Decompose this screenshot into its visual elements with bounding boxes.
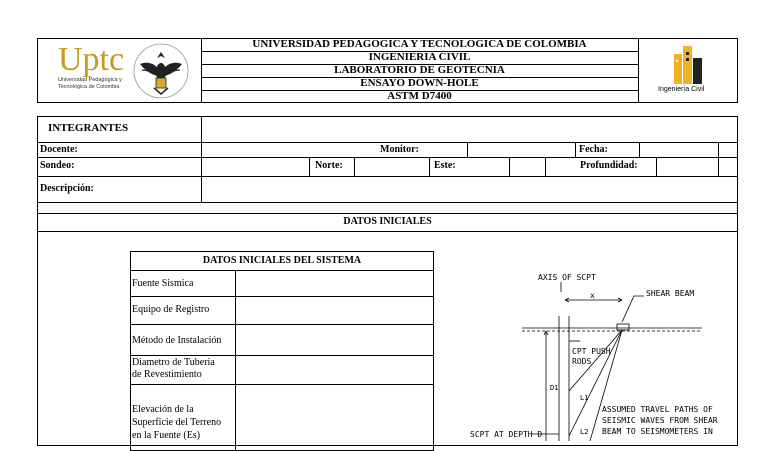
system-table-rule-title — [130, 270, 434, 271]
form-col-prof — [545, 157, 546, 176]
header-program: INGENIERIA CIVIL — [368, 51, 471, 63]
form-col-end — [718, 142, 719, 176]
form-col-fecha-val — [639, 142, 640, 157]
sondeo-label: Sondeo: — [40, 160, 75, 171]
system-table-rule-2 — [130, 324, 434, 325]
diagram-l1-label: L1 — [580, 394, 589, 402]
profundidad-label: Profundidad: — [580, 160, 638, 171]
downhole-diagram — [462, 266, 722, 441]
form-col-fecha — [575, 142, 576, 157]
este-label: Este: — [434, 160, 456, 171]
system-table-rule-1 — [130, 296, 434, 297]
diagram-d1-label: D1 — [550, 384, 559, 392]
diagram-assumed-3: BEAM TO SEISMOMETERS IN — [602, 427, 713, 436]
row-diametro-tuberia-1: Diametro de Tuberia — [132, 357, 215, 368]
row-fuente-sismica: Fuente Sismica — [132, 278, 194, 289]
row-metodo-instalacion: Método de Instalación — [132, 335, 222, 346]
uptc-logo-wordmark: Uptc — [58, 41, 125, 78]
form-rule-3 — [37, 176, 738, 177]
system-table-col — [235, 270, 236, 451]
uptc-logo-sub1: Universidad Pedagógica y — [58, 77, 122, 83]
form-rule-2 — [37, 157, 738, 158]
civil-engineering-label: Ingeniería Civil — [658, 86, 705, 93]
civil-engineering-logo — [640, 40, 736, 101]
form-col-prof-val — [656, 157, 657, 176]
form-rule-4 — [37, 202, 738, 203]
diagram-l2-label: L2 — [580, 428, 589, 436]
row-elevacion-1: Elevación de la — [132, 404, 194, 415]
docente-label: Docente: — [40, 144, 78, 155]
form-col-este — [429, 157, 430, 176]
uptc-logo — [44, 42, 194, 100]
fecha-label: Fecha: — [579, 144, 608, 155]
header-university: UNIVERSIDAD PEDAGOGICA Y TECNOLOGICA DE COLOMBIA — [252, 38, 587, 50]
row-elevacion-3: en la Fuente (Es) — [132, 430, 201, 441]
diagram-axis-label: AXIS OF SCPT — [538, 273, 596, 282]
buildings-icon — [668, 44, 708, 84]
system-table-rule-3 — [130, 355, 434, 356]
header-test: ENSAYO DOWN-HOLE — [360, 77, 479, 89]
form-col-monitor — [467, 142, 468, 157]
row-elevacion-2: Superficie del Terreno — [132, 417, 222, 428]
form-col-main — [201, 116, 202, 202]
diagram-depth-label: SCPT AT DEPTH D — [470, 430, 543, 439]
descripcion-label: Descripción: — [40, 183, 94, 194]
form-rule-1 — [37, 142, 738, 143]
form-rule-6 — [37, 231, 738, 232]
monitor-label: Monitor: — [380, 144, 419, 155]
diagram-x-label: x — [590, 291, 595, 300]
diagram-rods-label: RODS — [572, 357, 592, 366]
header-lab: LABORATORIO DE GEOTECNIA — [334, 64, 505, 76]
row-equipo-registro: Equipo de Registro — [132, 304, 210, 315]
norte-label: Norte: — [315, 160, 343, 171]
system-table-title: DATOS INICIALES DEL SISTEMA — [202, 255, 362, 266]
header-divider-right — [638, 38, 639, 103]
eagle-crest-icon — [132, 42, 190, 100]
form-col-norte-val — [354, 157, 355, 176]
diagram-assumed-2: SEISMIC WAVES FROM SHEAR — [602, 416, 718, 425]
diagram-shear-beam-label: SHEAR BEAM — [646, 289, 695, 298]
system-table-rule-4 — [130, 384, 434, 385]
form-rule-5 — [37, 213, 738, 214]
uptc-logo-sub2: Tecnológica de Colombia — [58, 84, 120, 90]
section-title: DATOS INICIALES — [343, 216, 432, 227]
form-col-norte — [309, 157, 310, 176]
integrantes-label: INTEGRANTES — [48, 122, 129, 134]
header-standard: ASTM D7400 — [387, 90, 452, 102]
diagram-cpt-push-label: CPT PUSH — [572, 347, 611, 356]
form-col-este-val — [509, 157, 510, 176]
row-diametro-tuberia-2: de Revestimiento — [132, 369, 202, 380]
diagram-assumed-1: ASSUMED TRAVEL PATHS OF — [602, 405, 713, 414]
